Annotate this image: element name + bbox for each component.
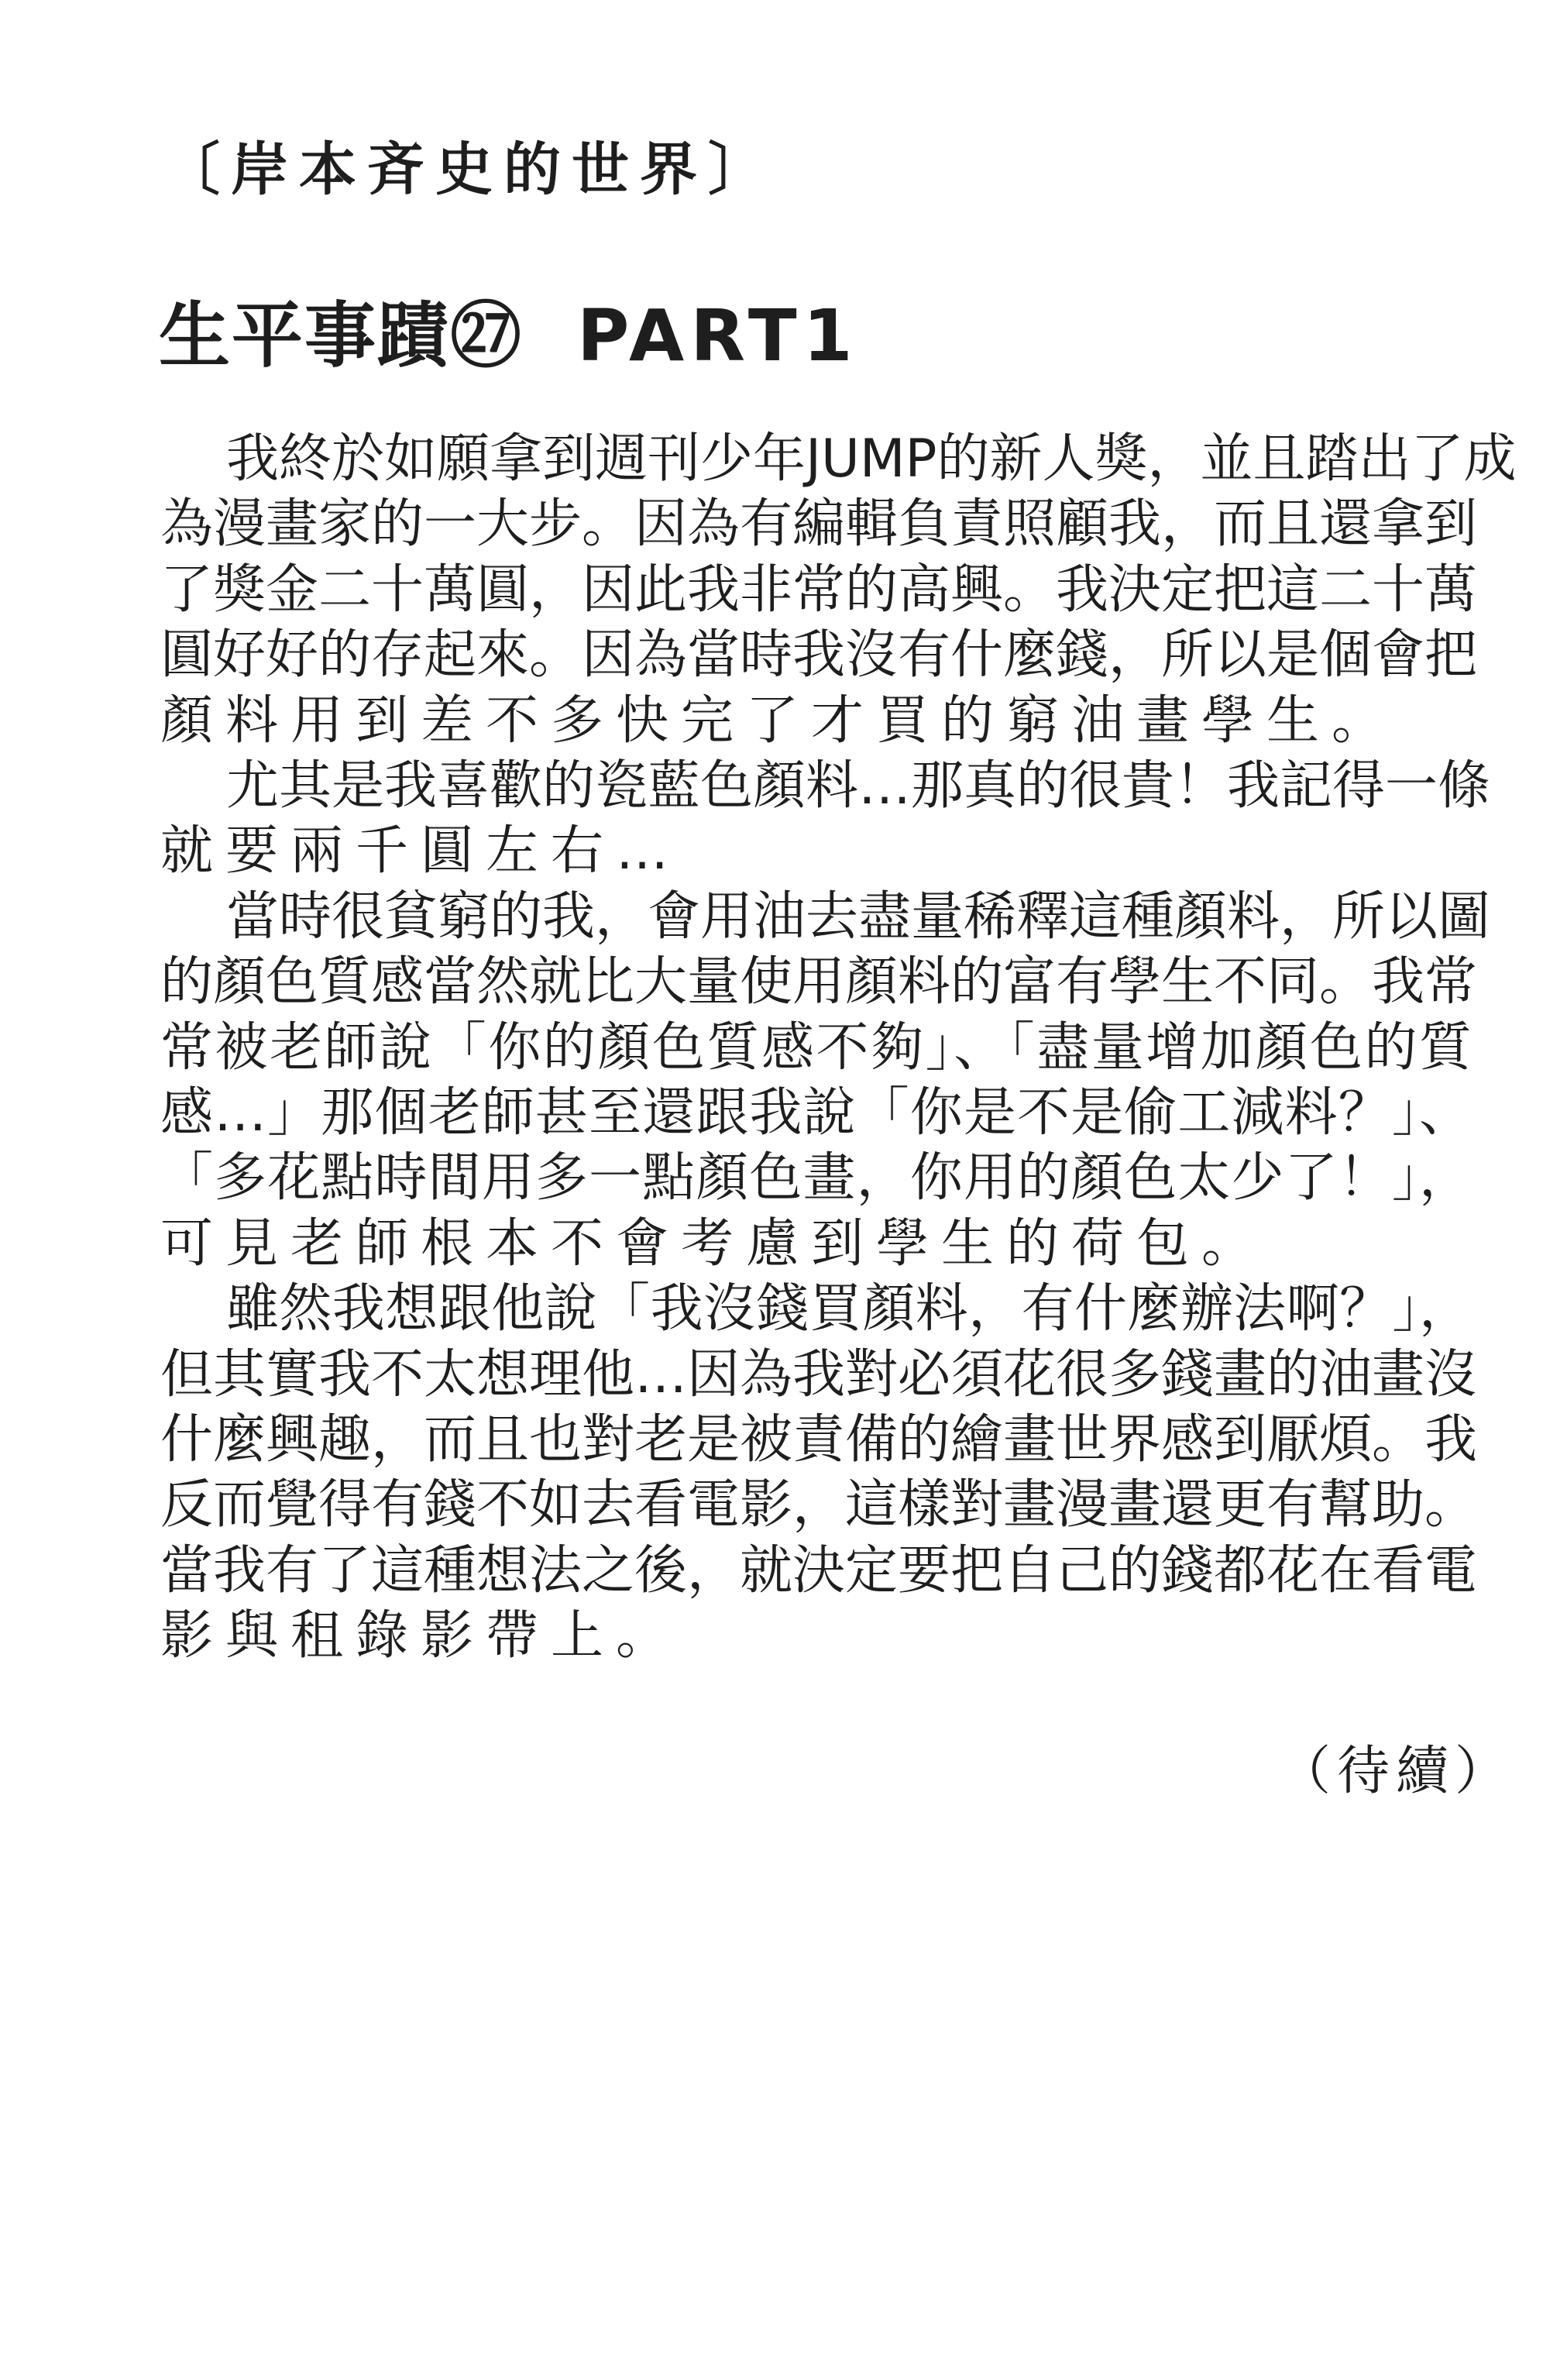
- text-line: 反而覺得有錢不如去看電影，這樣對畫漫畫還更有幫助。: [160, 1474, 1478, 1536]
- text-line: 為漫畫家的一大步。因為有編輯負責照顧我，而且還拿到: [160, 494, 1478, 555]
- text-line: 當我有了這種想法之後，就決定要把自己的錢都花在看電: [160, 1539, 1478, 1601]
- text-line: 圓好好的存起來。因為當時我沒有什麼錢，所以是個會把: [160, 624, 1478, 686]
- text-line: 顏料用到差不多快完了才買的窮油畫學生。: [160, 690, 1397, 751]
- text-line: 雖然我想跟他說「我沒錢買顏料，有什麼辦法啊？」，: [226, 1278, 1472, 1340]
- text-line: 了獎金二十萬圓，因此我非常的高興。我決定把這二十萬: [160, 559, 1478, 621]
- chapter-title-part: PART1: [577, 294, 859, 377]
- to-be-continued: （待續）: [1278, 1741, 1514, 1802]
- text-line: 什麼興趣，而且也對老是被責備的繪畫世界感到厭煩。我: [160, 1409, 1478, 1470]
- series-header: 〔岸本斉史的世界〕: [163, 136, 776, 203]
- text-line: 當時很貧窮的我，會用油去盡量稀釋這種顏料，所以圖: [226, 886, 1491, 948]
- chapter-title-main: 生平事蹟㉗: [159, 294, 524, 377]
- text-line: 的顏色質感當然就比大量使用顏料的富有學生不同。我常: [160, 951, 1478, 1013]
- text-line: 可見老師根本不會考慮到學生的荷包。: [160, 1212, 1267, 1274]
- text-line: 常被老師說「你的顏色質感不夠」、「盡量增加顏色的質: [160, 1016, 1472, 1078]
- text-line: 感…」那個老師甚至還跟我說「你是不是偷工減料？」、: [160, 1082, 1472, 1144]
- chapter-title: [159, 279, 859, 381]
- text-line: 「多花點時間用多一點顏色畫，你用的顏色太少了！」，: [160, 1147, 1472, 1209]
- text-line: 我終於如願拿到週刊少年JUMP的新人獎，並且踏出了成: [226, 428, 1517, 490]
- text-line: 但其實我不太想理他…因為我對必須花很多錢畫的油畫沒: [160, 1343, 1478, 1405]
- text-line: 影與租錄影帶上。: [160, 1605, 682, 1667]
- text-line: 就要兩千圓左右…: [160, 820, 682, 882]
- text-line: 尤其是我喜歡的瓷藍色顏料…那真的很貴！我記得一條: [226, 755, 1491, 817]
